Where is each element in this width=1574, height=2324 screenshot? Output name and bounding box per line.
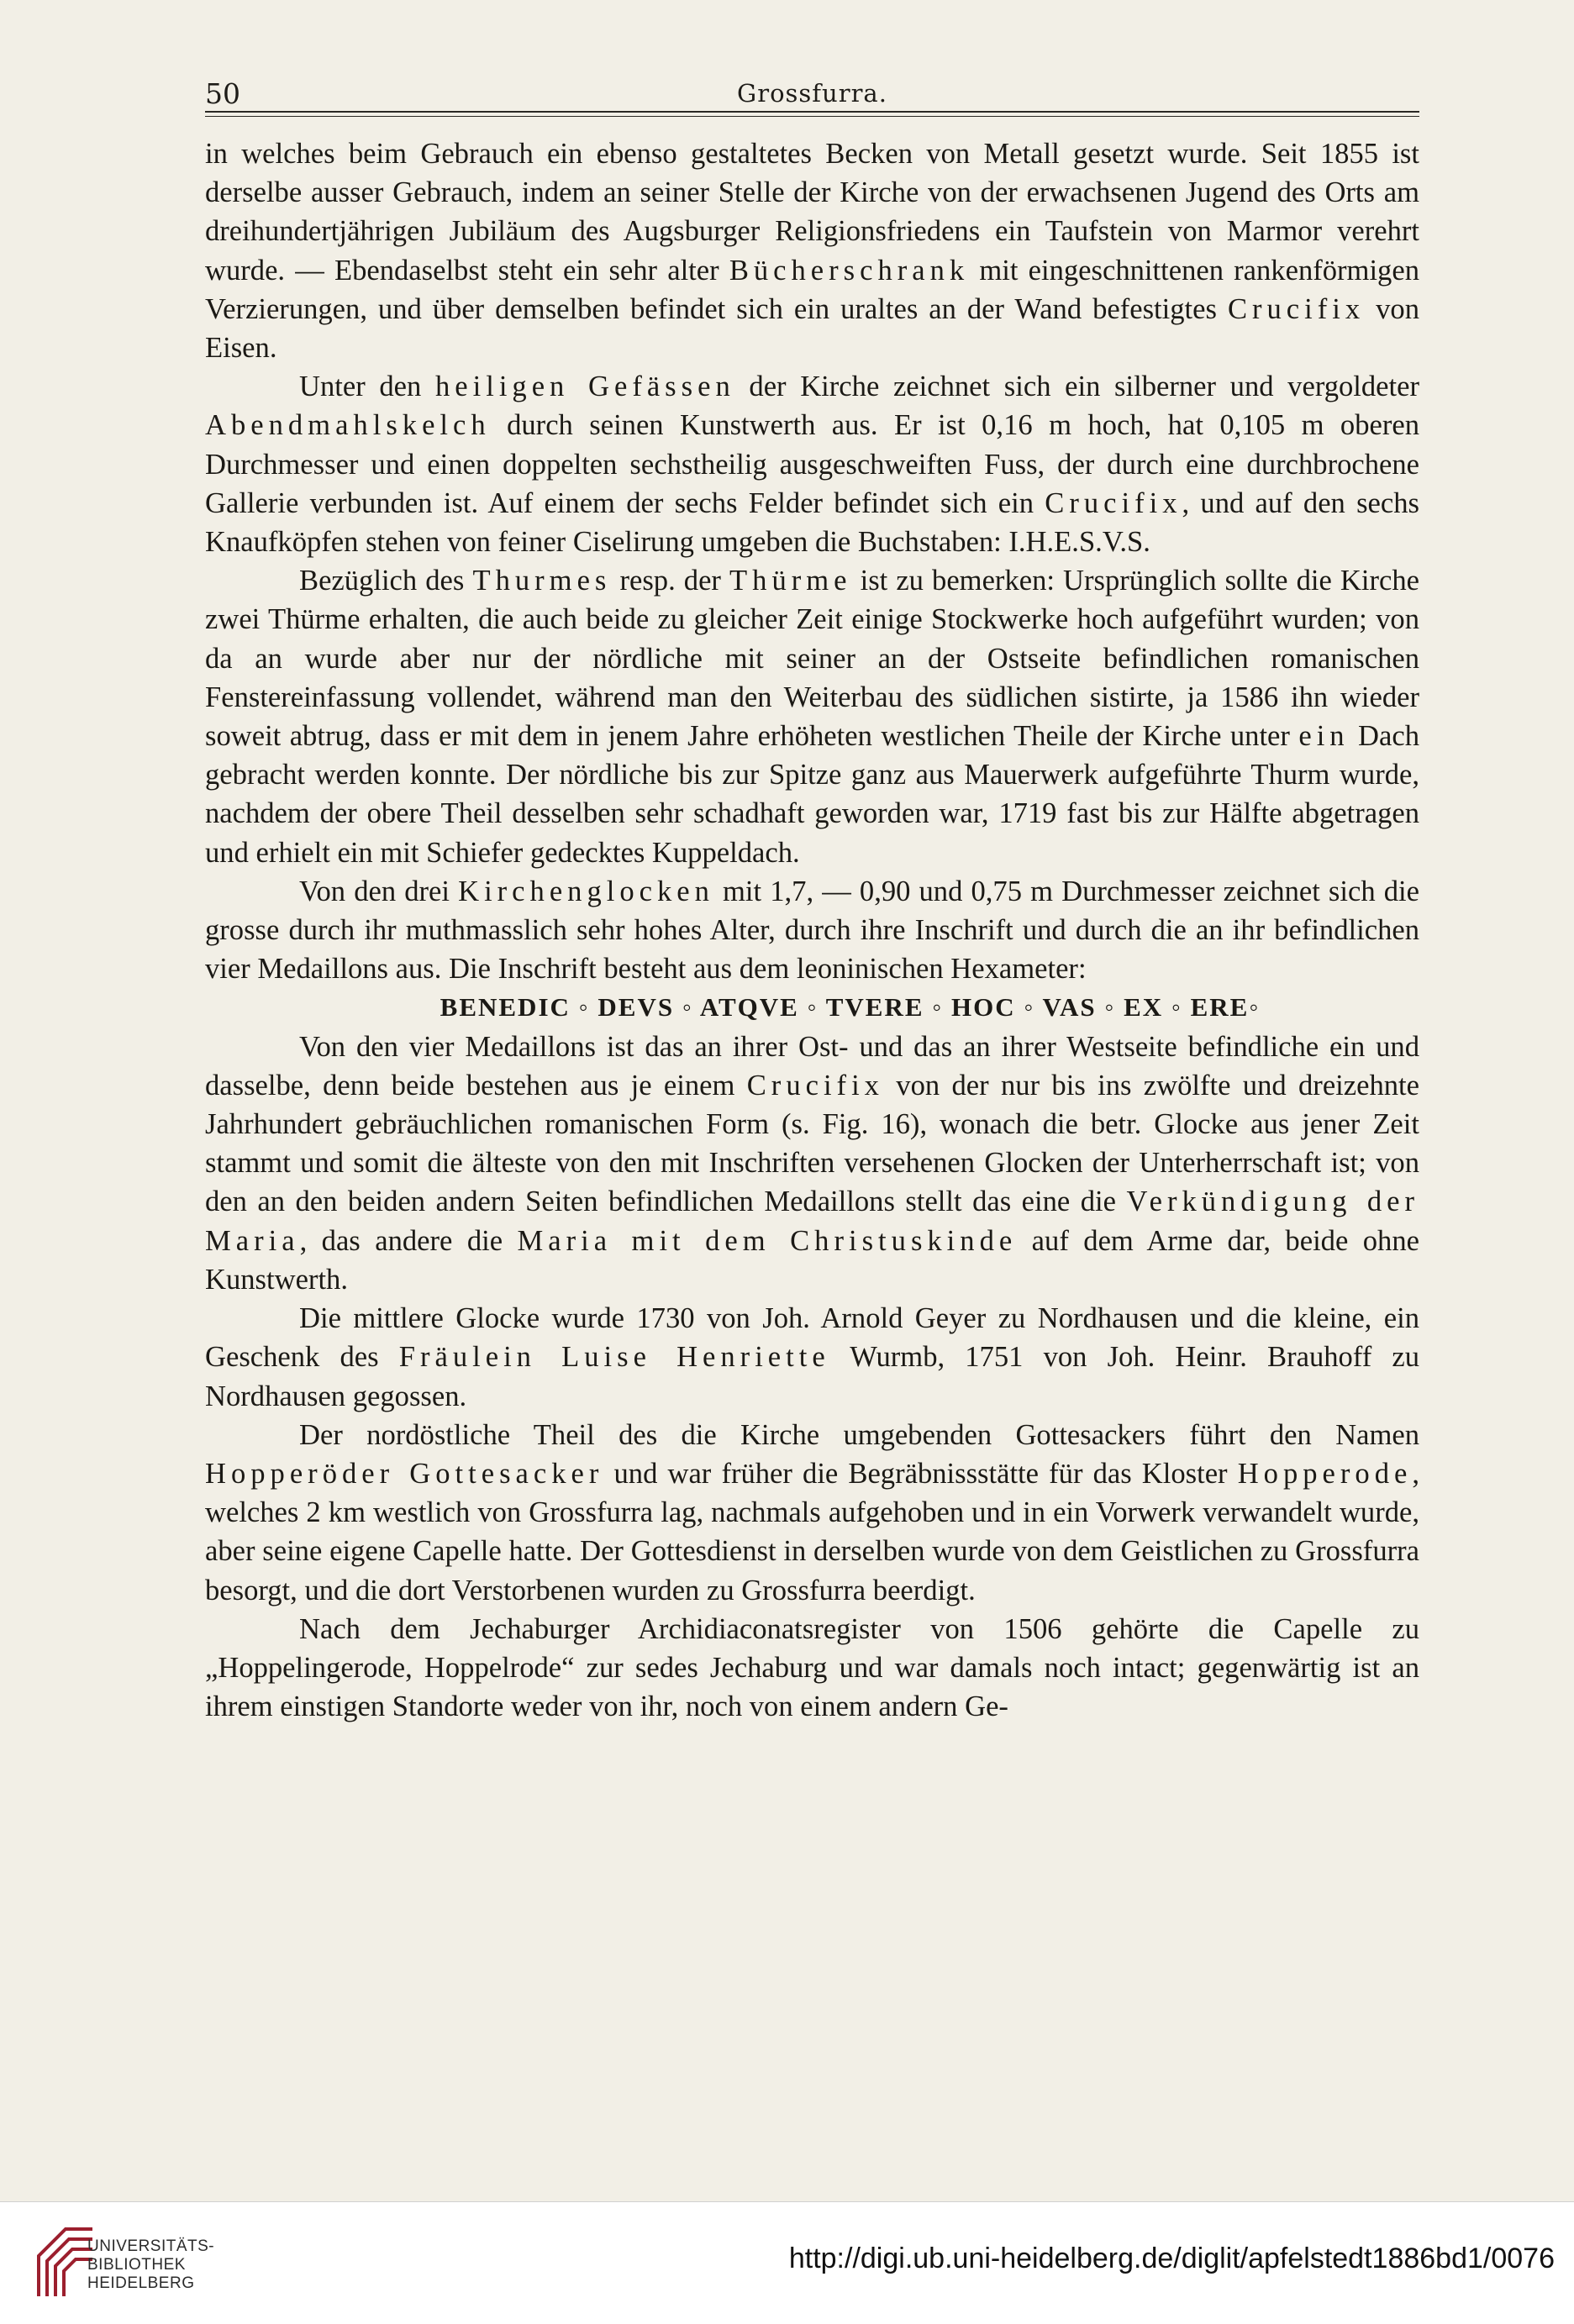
- spaced-term: ein: [1298, 720, 1350, 753]
- paragraph-2: Unter den heiligen Gefässen der Kirche zeichnet sich ein silberner und vergoldeter Abendmahlskelch durch seinen Kunstwerth aus. Er ist 0,16 m hoch, hat 0,105 m oberen Durchmesser und einen doppelten sechstheilig ausgeschweiften Fuss, der durch eine durchbrochene Gallerie verbunden ist. Auf einem der sechs Felder befindet sich ein Crucifix, und auf den sechs Knaufköpfen stehen von feiner Ciselirung umgeben die Buchstaben: I.H.E.S.V.S.: [205, 371, 1419, 559]
- paragraph-1: in welches beim Gebrauch ein ebenso gestaltetes Becken von Metall gesetzt wurde. Seit 1855 ist derselbe ausser Gebrauch, indem an seiner Stelle der Kirche von der erwachsenen Jugend des Orts am dreihundertjährigen Jubiläum des Augsburger Religionsfriedens ein Taufstein von Marmor verehrt wurde. — Ebendaselbst steht ein sehr alter Bücherschrank mit eingeschnittenen rankenförmigen Verzierungen, und über demselben befindet sich ein uraltes an der Wand befestigtes Crucifix von Eisen.: [205, 138, 1420, 365]
- body-text: [205, 134, 1419, 1726]
- spaced-term: Maria mit dem Christuskinde: [517, 1224, 1018, 1257]
- page-number: 50: [205, 77, 240, 110]
- spaced-term: Thurmes: [472, 565, 612, 597]
- paragraph-6: Die mittlere Glocke wurde 1730 von Joh. Arnold Geyer zu Nordhausen und die kleine, ein Geschenk des Fräulein Luise Henriette Wurmb, 1751 von Joh. Heinr. Brauhoff zu Nordhausen gegossen.: [205, 1302, 1419, 1412]
- permalink-link[interactable]: http://digi.ub.uni-heidelberg.de/diglit/apfelstedt1886bd1/0076: [788, 2243, 1555, 2274]
- spaced-term: Fräulein Luise Henriette: [398, 1341, 830, 1374]
- paragraph-3: Bezüglich des Thurmes resp. der Thürme ist zu bemerken: Ursprünglich sollte die Kirche zwei Thürme erhalten, die auch beide zu gleicher Zeit einige Stockwerke hoch aufgeführt wurden; von da an wurde aber nur der nördliche mit seiner an der Ostseite befindlichen romanischen Fenstereinfassung vollendet, während man den Weiterbau des südlichen sistirte, ja 1586 ihn wieder soweit abtrug, dass er mit dem in jenem Jahre erhöheten westlichen Theile der Kirche unter ein Dach gebracht werden konnte. Der nördliche bis zur Spitze ganz aus Mauerwerk aufgeführte Thurm wurde, nachdem der obere Theil desselben sehr schadhaft geworden war, 1719 fast bis zur Hälfte abgetragen und erhielt ein mit Schiefer gedecktes Kuppeldach.: [205, 565, 1419, 869]
- spaced-term: Hopperöder Gottesacker: [205, 1457, 604, 1490]
- running-head: [205, 77, 1419, 119]
- spaced-term: Verkündigung der Maria: [205, 1186, 1419, 1257]
- spaced-term: Crucifix: [1045, 486, 1182, 519]
- library-footer: [0, 2201, 1574, 2324]
- header-rule-thin: [205, 116, 1419, 117]
- spaced-term: heiligen Gefässen: [434, 371, 735, 403]
- spaced-term: Hopperode: [1237, 1457, 1413, 1490]
- running-title: Grossfurra.: [737, 79, 887, 108]
- spaced-term: Thürme: [729, 565, 852, 597]
- paragraph-4: Von den drei Kirchenglocken mit 1,7, — 0,90 und 0,75 m Durchmesser zeichnet sich die grosse durch ihr muthmasslich sehr hohes Alter, durch ihre Inschrift und durch die an ihr befindlichen vier Medaillons aus. Die Inschrift besteht aus dem leoninischen Hexameter:: [205, 875, 1419, 986]
- spaced-term: Abendmahlskelch: [205, 409, 491, 442]
- spaced-term: Crucifix: [746, 1069, 884, 1102]
- spaced-term: Crucifix: [1227, 292, 1366, 325]
- library-name: UNIVERSITÄTS- BIBLIOTHEK HEIDELBERG: [87, 2237, 215, 2292]
- spaced-term: Kirchenglocken: [458, 875, 714, 907]
- paragraph-8: Nach dem Jechaburger Archidiaconatsregister von 1506 gehörte die Capelle zu „Hoppelingerode, Hoppelrode“ zur sedes Jechaburg und war damals noch intact; gegenwärtig ist an ihrem einstigen Standorte weder von ihr, noch von einem andern Ge-: [205, 1612, 1419, 1723]
- spaced-term: Bücherschrank: [729, 254, 970, 287]
- paragraph-5: Von den vier Medaillons ist das an ihrer Ost- und das an ihrer Westseite befindliche ein und dasselbe, denn beide bestehen aus je einem Crucifix von der nur bis ins zwölfte und dreizehnte Jahrhundert gebräuchlichen romanischen Form (s. Fig. 16), wonach die betr. Glocke aus jener Zeit stammt und somit die älteste von den mit Inschriften versehenen Glocken der Unterherrschaft ist; von den an den beiden andern Seiten befindlichen Medaillons stellt das eine die Verkündigung der Maria, das andere die Maria mit dem Christuskinde auf dem Arme dar, beide ohne Kunstwerth.: [205, 1030, 1419, 1296]
- header-rule: [205, 111, 1419, 113]
- paragraph-7: Der nordöstliche Theil des die Kirche umgebenden Gottesackers führt den Namen Hopperöder Gottesacker und war früher die Begräbnissstätte für das Kloster Hopperode, welches 2 km westlich von Grossfurra lag, nachmals aufgehoben und in ein Vorwerk verwandelt wurde, aber seine eigene Capelle hatte. Der Gottesdienst in derselben wurde von dem Geistlichen zu Grossfurra besorgt, und die dort Verstorbenen wurden zu Grossfurra beerdigt.: [205, 1418, 1419, 1606]
- bell-inscription: BENEDIC ◦ DEVS ◦ ATQVE ◦ TVERE ◦ HOC ◦ VAS ◦ EX ◦ ERE◦: [440, 992, 1261, 1023]
